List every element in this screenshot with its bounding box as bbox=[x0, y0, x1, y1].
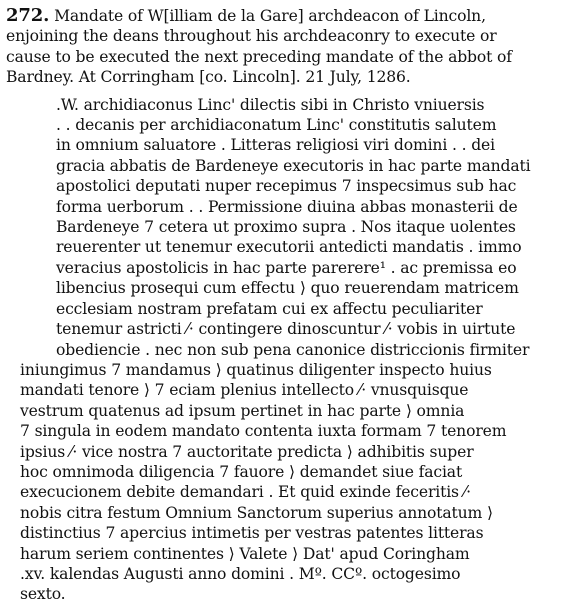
document-page bbox=[6, 6, 570, 605]
latin-line: ipsius ⁄· vice nostra 7 auctoritate predicta ⟩ adhibitis super bbox=[20, 442, 474, 461]
summary-line: Bardney. At Corringham [co. Lincoln]. 21 July, 1286. bbox=[6, 68, 411, 87]
spacer bbox=[6, 88, 570, 95]
latin-line: mandati tenore ⟩ 7 eciam plenius intellecto ⁄· vnusquisque bbox=[20, 381, 469, 400]
latin-line: veracius apostolicis in hac parte parerere¹ . ac premissa eo bbox=[56, 258, 517, 277]
latin-line: . . decanis per archidiaconatum Linc' constitutis salutem bbox=[56, 116, 497, 135]
latin-line: execucionem debite demandari . Et quid exinde feceritis ⁄· bbox=[20, 483, 471, 502]
latin-line: vestrum quatenus ad ipsum pertinet in hac parte ⟩ omnia bbox=[20, 401, 465, 420]
latin-line: sexto. bbox=[20, 585, 66, 604]
latin-text bbox=[6, 360, 570, 605]
summary-line: cause to be executed the next preceding mandate of the abbot of bbox=[6, 47, 512, 66]
latin-line: distinctius 7 apercius intimetis per vestras patentes litteras bbox=[20, 524, 484, 543]
summary-line-text: Mandate of W[illiam de la Gare] archdeacon of Lincoln, bbox=[54, 7, 486, 25]
latin-line: obediencie . nec non sub pena canonice districcionis firmiter bbox=[56, 340, 530, 359]
latin-line: tenemur astricti ⁄· contingere dinoscuntur ⁄· vobis in uirtute bbox=[56, 320, 516, 339]
latin-line: in omnium saluatore . Litteras religiosi viri domini . . dei bbox=[56, 136, 495, 155]
latin-line: .W. archidiaconus Linc' dilectis sibi in Christo vniuersis bbox=[56, 95, 485, 114]
latin-line: .xv. kalendas Augusti anno domini . Mº. CCº. octogesimo bbox=[20, 564, 461, 583]
latin-line: 7 singula in eodem mandato contenta iuxta formam 7 tenorem bbox=[20, 422, 507, 441]
latin-line: hoc omnimoda diligencia 7 fauore ⟩ demandet siue faciat bbox=[20, 462, 463, 481]
latin-line: iniungimus 7 mandamus ⟩ quatinus diligenter inspecto huius bbox=[20, 360, 492, 379]
latin-text-indented bbox=[6, 95, 570, 360]
latin-line: ecclesiam nostram prefatam cui ex affectu peculiariter bbox=[56, 299, 483, 318]
latin-line: harum seriem continentes ⟩ Valete ⟩ Dat' apud Coringham bbox=[20, 544, 470, 563]
latin-line: forma uerborum . . Permissione diuina abbas monasterii de bbox=[56, 197, 518, 216]
latin-line: libencius prosequi cum effectu ⟩ quo reuerendam matricem bbox=[56, 279, 519, 298]
summary-line bbox=[6, 6, 570, 26]
latin-line: gracia abbatis de Bardeneye executoris in hac parte mandati bbox=[56, 156, 531, 175]
latin-line: Bardeneye 7 cetera ut proximo supra . Nos itaque uolentes bbox=[56, 218, 516, 237]
entry-summary bbox=[6, 6, 570, 88]
latin-line: reuerenter ut tenemur executorii antedicti mandatis . immo bbox=[56, 238, 522, 257]
entry-number: 272. bbox=[6, 5, 50, 26]
summary-line: enjoining the deans throughout his archdeaconry to execute or bbox=[6, 27, 497, 46]
latin-line: apostolici deputati nuper recepimus 7 inspecsimus sub hac bbox=[56, 177, 517, 196]
latin-line: nobis citra festum Omnium Sanctorum superius annotatum ⟩ bbox=[20, 503, 493, 522]
